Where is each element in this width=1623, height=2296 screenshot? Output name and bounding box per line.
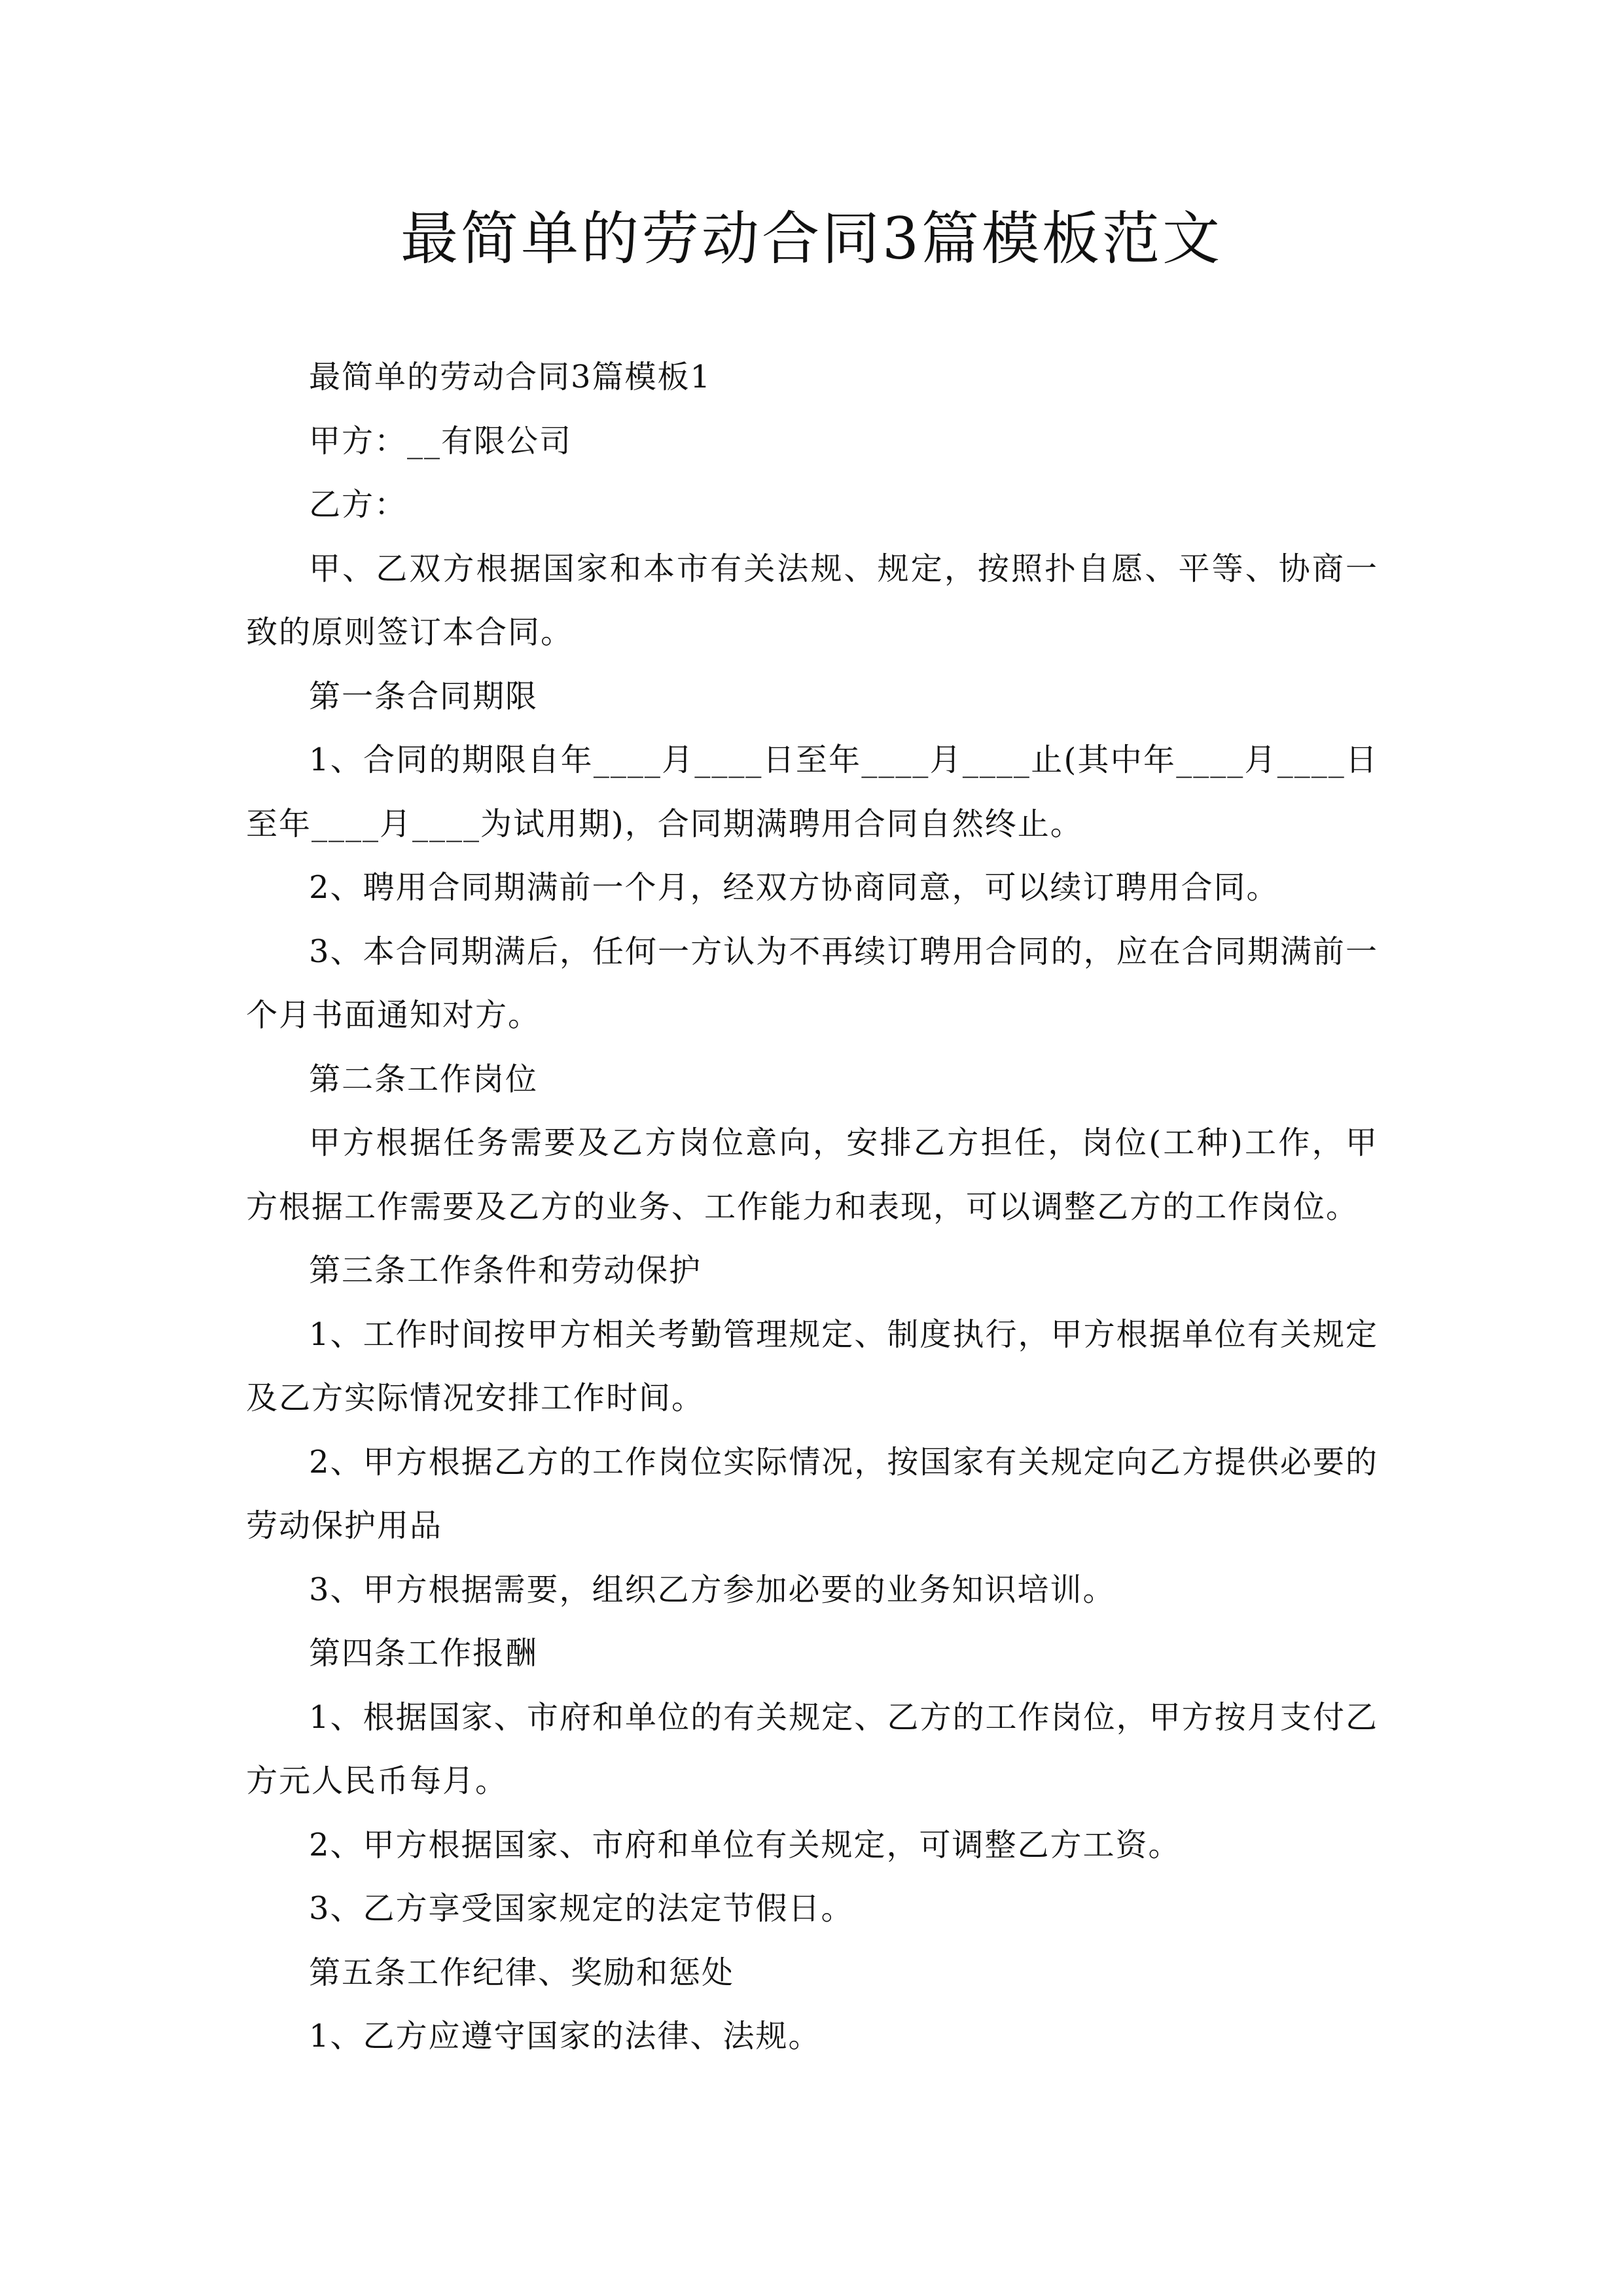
preamble-paragraph: 甲、乙双方根据国家和本市有关法规、规定，按照扑自愿、平等、协商一致的原则签订本合同。 [246, 550, 1378, 651]
clause-paragraph: 2、聘用合同期满前一个月，经双方协商同意，可以续订聘用合同。 [309, 869, 1279, 906]
clause-paragraph: 2、甲方根据乙方的工作岗位实际情况，按国家有关规定向乙方提供必要的劳动保护用品 [246, 1443, 1378, 1544]
document-title: 最简单的劳动合同3篇模板范文 [401, 205, 1222, 272]
article-heading: 第五条工作纪律、奖励和惩处 [309, 1954, 735, 1991]
clause-paragraph: 3、甲方根据需要，组织乙方参加必要的业务知识培训。 [309, 1571, 1116, 1608]
article-heading: 第二条工作岗位 [309, 1060, 539, 1098]
party-a-line: 甲方：__有限公司 [309, 422, 573, 459]
clause-paragraph: 1、乙方应遵守国家的法律、法规。 [309, 2018, 821, 2054]
clause-paragraph: 3、本合同期满后，任何一方认为不再续订聘用合同的，应在合同期满前一个月书面通知对方。 [246, 933, 1378, 1033]
clause-paragraph: 1、合同的期限自年____月____日至年____月____止(其中年____月____日至年____月____为试用期)，合同期满聘用合同自然终止。 [246, 742, 1378, 842]
clause-paragraph: 1、根据国家、市府和单位的有关规定、乙方的工作岗位，甲方按月支付乙方元人民币每月。 [246, 1698, 1378, 1799]
section-heading: 最简单的劳动合同3篇模板1 [309, 359, 712, 395]
clause-paragraph: 1、工作时间按甲方相关考勤管理规定、制度执行，甲方根据单位有关规定及乙方实际情况安排工作时间。 [246, 1316, 1378, 1416]
document-body [246, 346, 1378, 2069]
clause-paragraph: 甲方根据任务需要及乙方岗位意向，安排乙方担任，岗位(工种)工作，甲方根据工作需要及乙方的业务、工作能力和表现，可以调整乙方的工作岗位。 [246, 1124, 1378, 1225]
party-b-line: 乙方： [309, 486, 408, 523]
clause-paragraph: 3、乙方享受国家规定的法定节假日。 [309, 1890, 854, 1927]
article-heading: 第三条工作条件和劳动保护 [309, 1252, 702, 1289]
article-heading: 第四条工作报酬 [309, 1635, 539, 1672]
clause-paragraph: 2、甲方根据国家、市府和单位有关规定，可调整乙方工资。 [309, 1826, 1181, 1863]
article-heading: 第一条合同期限 [309, 677, 539, 715]
